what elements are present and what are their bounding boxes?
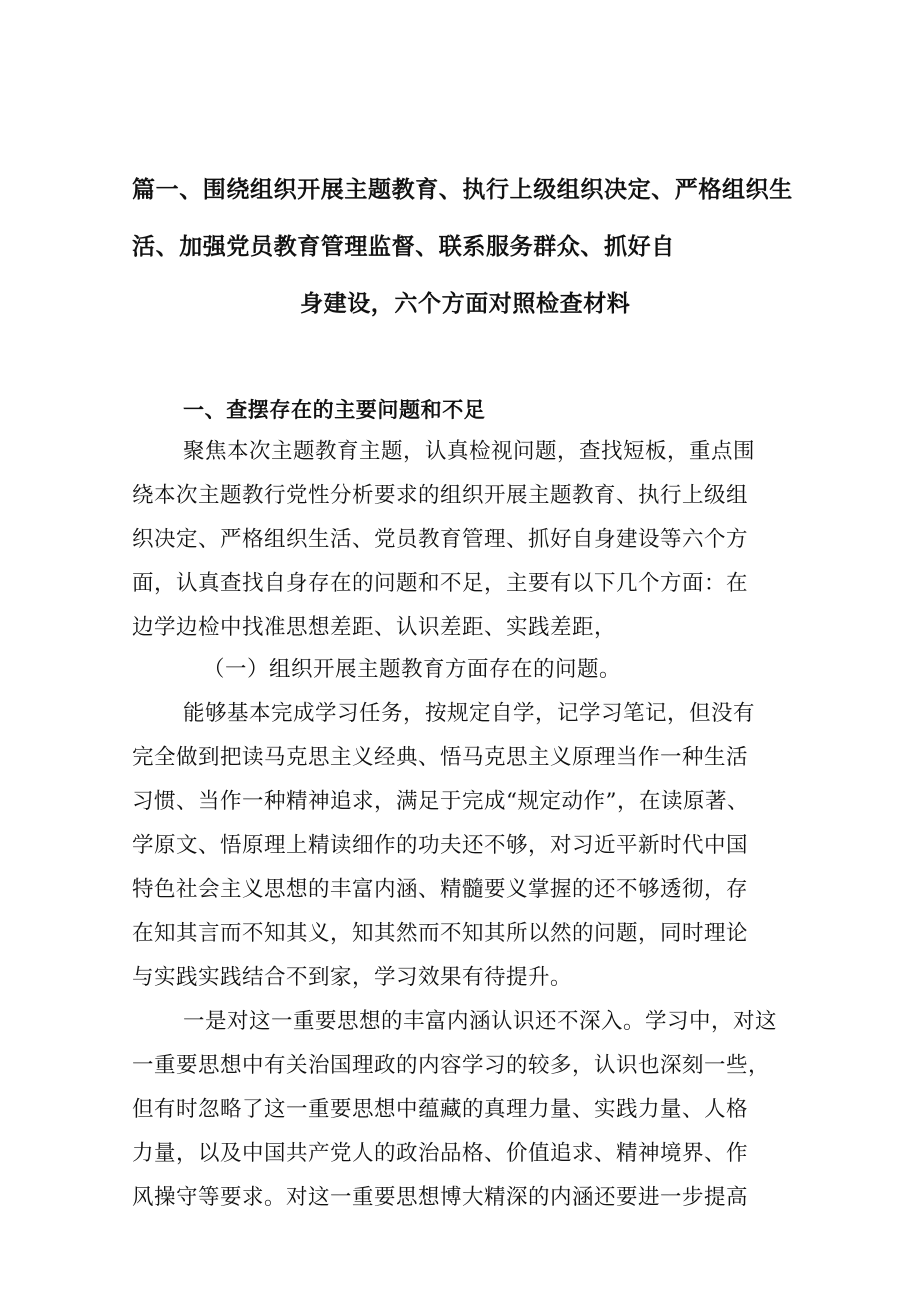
- body-line: 完全做到把读马克思主义经典、悟马克思主义原理当作一种生活: [132, 745, 749, 770]
- body-line: 一是对这一重要思想的丰富内涵认识还不深入。学习中，对这: [183, 1009, 778, 1034]
- body-line: （一）组织开展主题教育方面存在的问题。: [203, 657, 622, 682]
- body-line: 但有时忽略了这一重要思想中蕴藏的真理力量、实践力量、人格: [132, 1097, 749, 1122]
- body-line: 习惯、当作一种精神追求，满足于完成“规定动作”，在读原著、: [132, 789, 749, 814]
- body-line: 在知其言而不知其义，知其然而不知其所以然的问题，同时理论: [132, 921, 749, 946]
- body-line: 聚焦本次主题教育主题，认真检视问题，查找短板，重点围: [183, 439, 756, 464]
- body-line: 特色社会主义思想的丰富内涵、精髓要义掌握的还不够透彻，存: [132, 877, 749, 902]
- document-title-line-1: 篇一、围绕组织开展主题教育、执行上级组织决定、严格组织生: [132, 177, 793, 203]
- body-line: 与实践实践结合不到家，学习效果有待提升。: [132, 965, 573, 990]
- body-line: 能够基本完成学习任务，按规定自学，记学习笔记，但没有: [183, 701, 756, 726]
- body-line: 绕本次主题教行党性分析要求的组织开展主题教育、执行上级组: [132, 483, 749, 508]
- body-line: 面，认真查找自身存在的问题和不足，主要有以下几个方面：在: [132, 571, 749, 596]
- document-title-line-3: 身建设，六个方面对照检查材料: [300, 291, 631, 317]
- body-line: 织决定、严格组织生活、党员教育管理、抓好自身建设等六个方: [132, 527, 749, 552]
- body-line: 风操守等要求。对这一重要思想博大精深的内涵还要进一步提高: [132, 1185, 749, 1210]
- body-line: 力量，以及中国共产党人的政治品格、价值追求、精神境界、作: [132, 1141, 749, 1166]
- section-heading: 一、查摆存在的主要问题和不足: [183, 398, 486, 422]
- body-line: 一重要思想中有关治国理政的内容学习的较多，认识也深刻一些，: [132, 1053, 771, 1078]
- body-line: 边学边检中找准思想差距、认识差距、实践差距，: [132, 615, 617, 640]
- body-line: 学原文、悟原理上精读细作的功夫还不够，对习近平新时代中国: [132, 833, 749, 858]
- document-title-line-2: 活、加强党员教育管理监督、联系服务群众、抓好自: [132, 234, 675, 260]
